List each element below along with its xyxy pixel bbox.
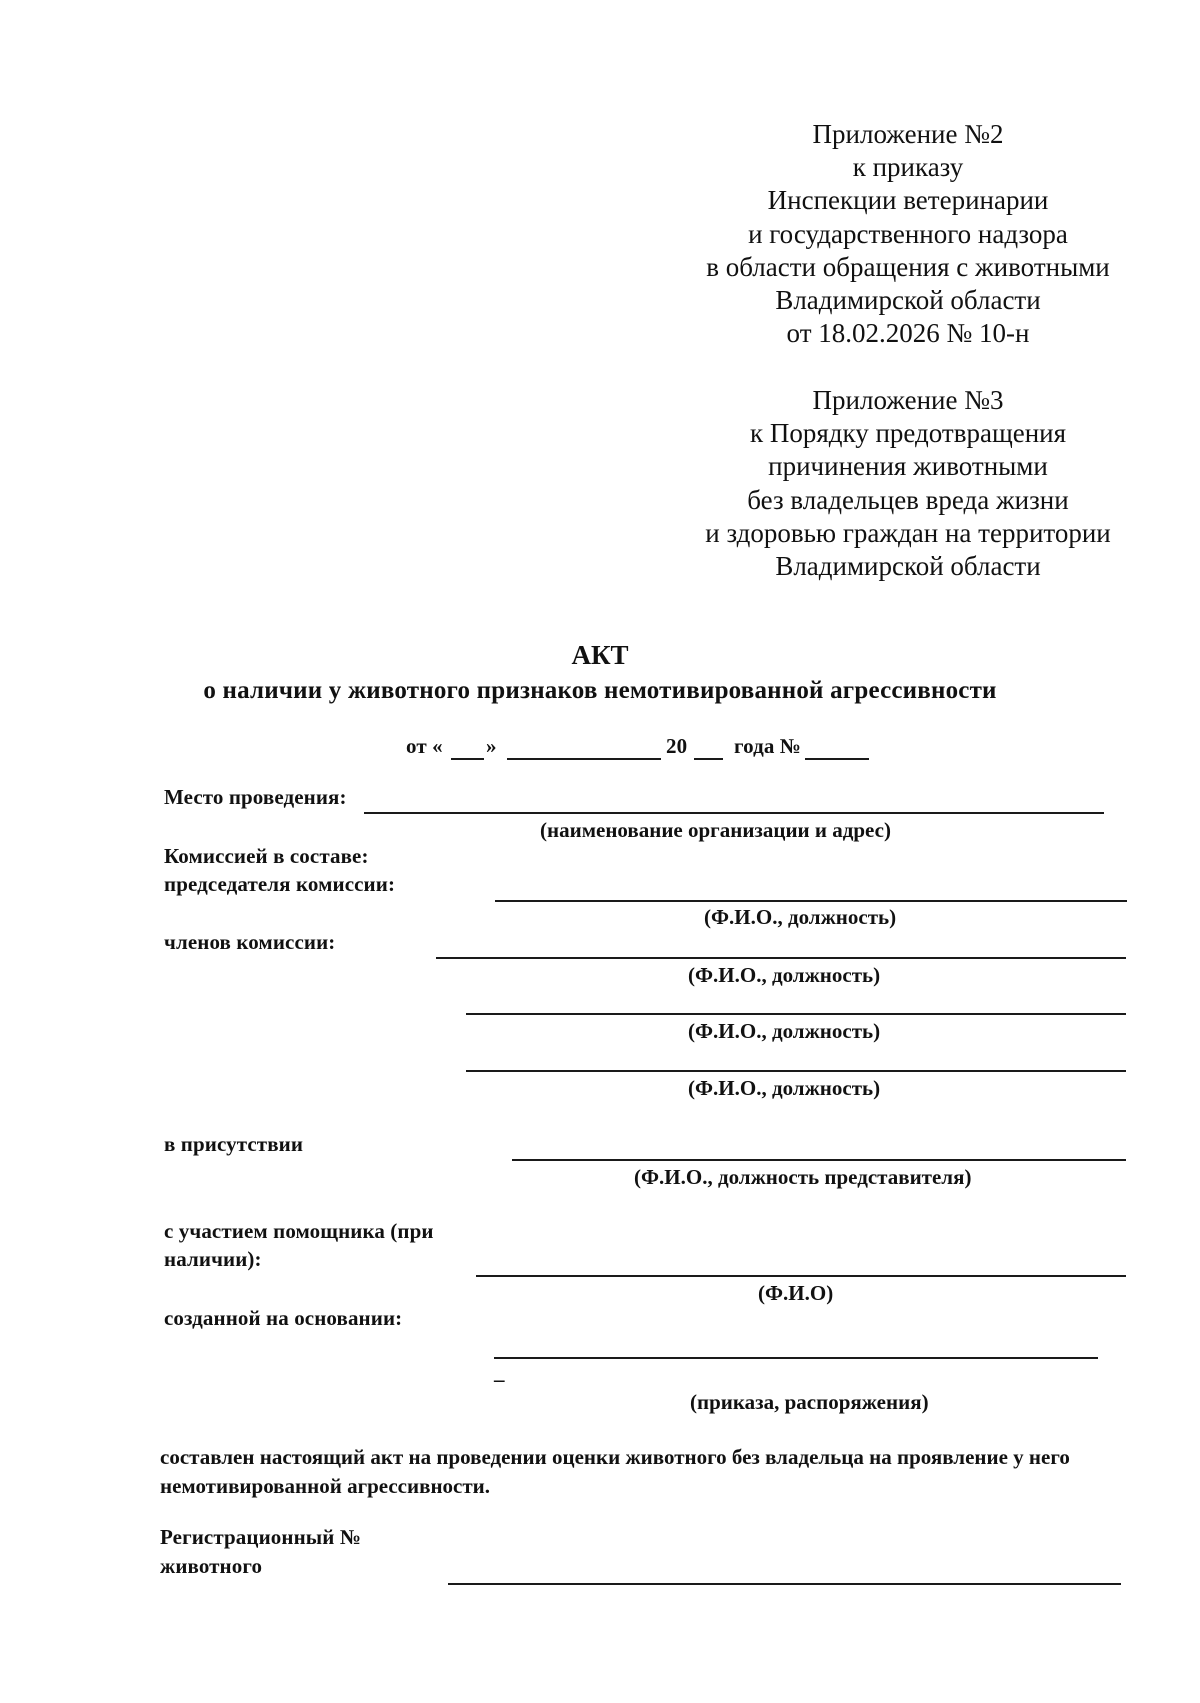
chairman-field[interactable] — [495, 900, 1127, 902]
assistant-hint: (Ф.И.О) — [758, 1281, 834, 1305]
document-title: АКТ — [571, 640, 629, 670]
appendix-3-line: и здоровью граждан на территории — [705, 517, 1111, 548]
assistant-field[interactable] — [476, 1275, 1126, 1277]
member-field-3[interactable] — [466, 1070, 1126, 1072]
appendix-2-block — [678, 118, 1138, 350]
appendix-2-line: и государственного надзора — [748, 218, 1068, 249]
document-subtitle: о наличии у животного признаков немотивированной агрессивности — [203, 677, 997, 704]
members-label: членов комиссии: — [164, 930, 336, 954]
appendix-2-line: в области обращения с животными — [706, 251, 1110, 282]
assistant-label-2: наличии): — [164, 1247, 262, 1271]
basis-field[interactable] — [494, 1357, 1098, 1359]
basis-label: созданной на основании: — [164, 1306, 403, 1330]
place-hint: (наименование организации и адрес) — [540, 818, 891, 842]
member-hint-1: (Ф.И.О., должность) — [688, 963, 881, 987]
date-year-field[interactable] — [694, 758, 723, 760]
member-field-2[interactable] — [466, 1013, 1126, 1015]
member-hint-3: (Ф.И.О., должность) — [688, 1076, 881, 1100]
presence-label: в присутствии — [164, 1132, 304, 1156]
appendix-3-line: к Порядку предотвращения — [749, 418, 1067, 449]
registration-label-2: животного — [160, 1554, 263, 1578]
act-number-field[interactable] — [805, 758, 869, 760]
appendix-3-line: причинения животными — [768, 451, 1048, 482]
appendix-2-line: Инспекции ветеринарии — [767, 185, 1049, 216]
date-from-label: от « — [406, 734, 443, 758]
presence-field[interactable] — [512, 1159, 1126, 1161]
appendix-3-block — [678, 384, 1138, 583]
place-field[interactable] — [364, 812, 1104, 814]
place-label: Место проведения: — [164, 785, 347, 809]
date-close-quote: » — [486, 734, 497, 758]
appendix-2-line: Владимирской области — [775, 285, 1041, 316]
member-hint-2: (Ф.И.О., должность) — [688, 1019, 881, 1043]
appendix-2-line: к приказу — [852, 152, 964, 183]
presence-hint: (Ф.И.О., должность представителя) — [634, 1165, 972, 1189]
date-number-label: года № — [734, 734, 801, 758]
date-month-field[interactable] — [507, 758, 661, 760]
statement-text: составлен настоящий акт на проведении оценки животного без владельца на проявление у него немотивированной агрессивности. — [160, 1445, 1070, 1498]
date-year-prefix: 20 — [666, 734, 688, 758]
registration-number-field[interactable] — [448, 1583, 1121, 1585]
appendix-3-line: Владимирской области — [775, 551, 1041, 582]
basis-dash: _ — [494, 1360, 505, 1384]
appendix-2-line: от 18.02.2026 № 10-н — [786, 318, 1030, 349]
chairman-hint: (Ф.И.О., должность) — [704, 905, 897, 929]
commission-label: Комиссией в составе: — [164, 844, 369, 868]
appendix-2-line: Приложение №2 — [812, 119, 1004, 149]
registration-label-1: Регистрационный № — [160, 1525, 362, 1549]
date-day-field[interactable] — [451, 758, 484, 760]
chairman-label: председателя комиссии: — [164, 872, 396, 896]
appendix-3-line: Приложение №3 — [812, 385, 1004, 415]
appendix-3-line: без владельцев вреда жизни — [747, 484, 1069, 515]
member-field-1[interactable] — [436, 957, 1126, 959]
assistant-label-1: с участием помощника (при — [164, 1219, 434, 1243]
basis-hint: (приказа, распоряжения) — [690, 1390, 929, 1414]
